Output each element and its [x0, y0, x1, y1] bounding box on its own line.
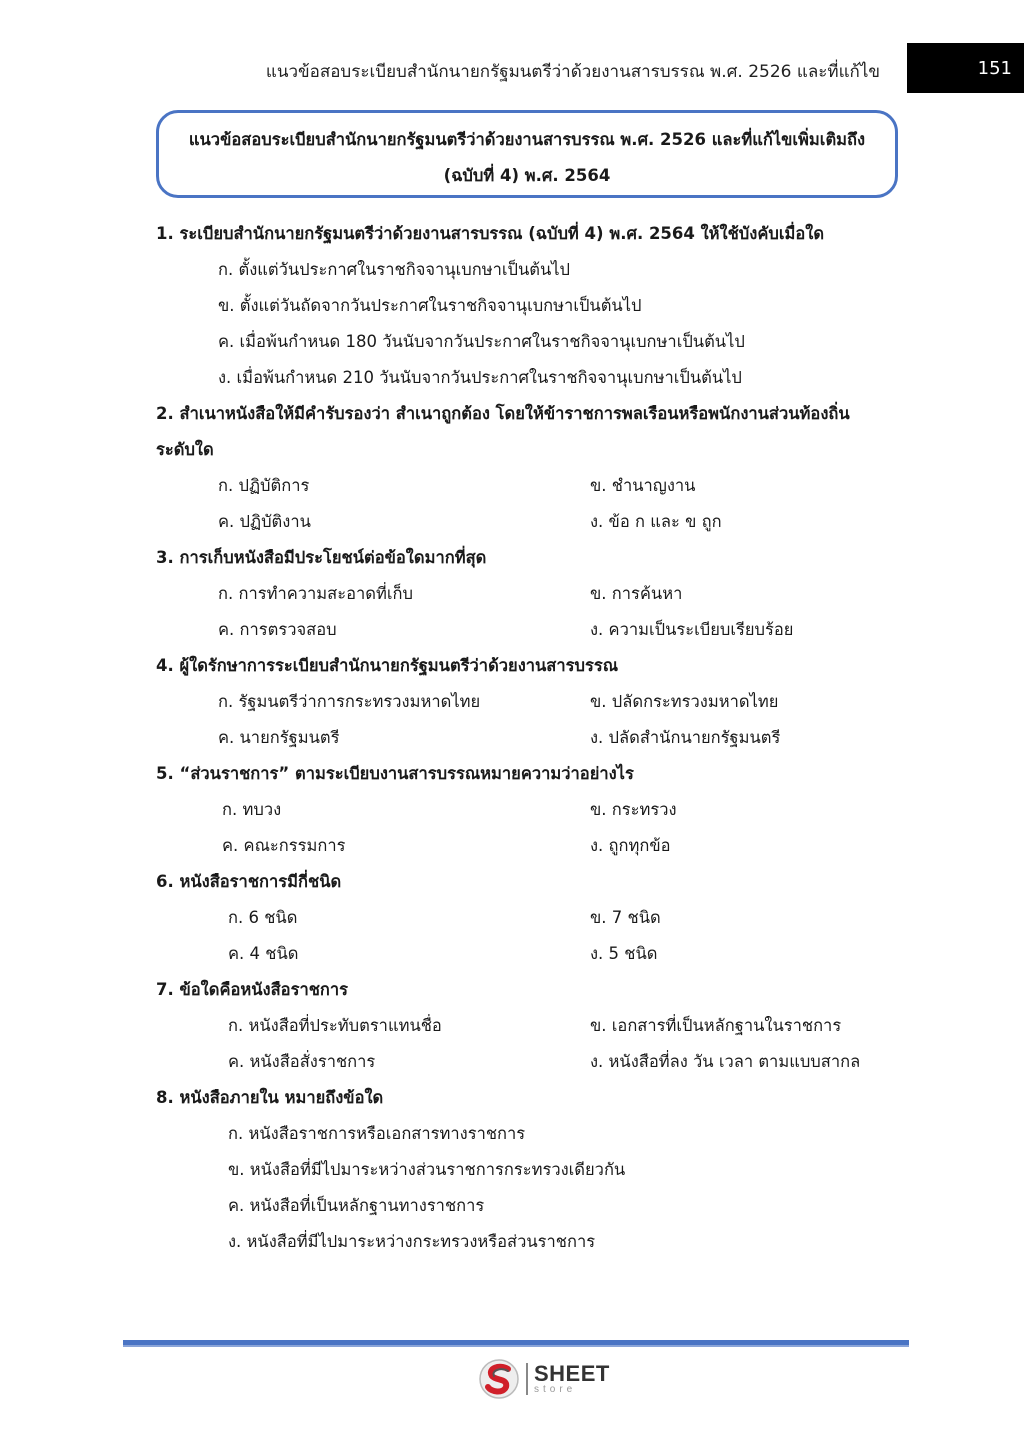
logo-subword: store [534, 1384, 577, 1395]
q5-option-d: ง. ถูกทุกข้อ [590, 836, 671, 855]
q2-option-c: ค. ปฏิบัติงาน [218, 512, 311, 531]
q2-option-a: ก. ปฏิบัติการ [218, 476, 310, 495]
q4-option-a: ก. รัฐมนตรีว่าการกระทรวงมหาดไทย [218, 692, 481, 711]
q2-option-d: ง. ข้อ ก และ ข ถูก [590, 512, 722, 531]
page-number: 151 [907, 43, 1024, 93]
question-2-line-1: 2. สำเนาหนังสือให้มีคำรับรองว่า สำเนาถูกต้อง โดยให้ข้าราชการพลเรือนหรือพนักงานส่วนท้องถิ่น [156, 404, 850, 423]
q1-option-c: ค. เมื่อพ้นกำหนด 180 วันนับจากวันประกาศในราชกิจจานุเบกษาเป็นต้นไป [218, 332, 745, 351]
q4-option-b: ข. ปลัดกระทรวงมหาดไทย [590, 692, 779, 711]
sheet-logo-icon [478, 1358, 520, 1400]
q1-option-b: ข. ตั้งแต่วันถัดจากวันประกาศในราชกิจจานุเบกษาเป็นต้นไป [218, 296, 642, 315]
q2-option-b: ข. ชำนาญงาน [590, 476, 696, 495]
q7-option-d: ง. หนังสือที่ลง วัน เวลา ตามแบบสากล [590, 1052, 861, 1071]
question-7: 7. ข้อใดคือหนังสือราชการ [156, 980, 349, 999]
q4-option-d: ง. ปลัดสำนักนายกรัฐมนตรี [590, 728, 781, 747]
q7-option-b: ข. เอกสารที่เป็นหลักฐานในราชการ [590, 1016, 842, 1035]
q6-option-b: ข. 7 ชนิด [590, 908, 661, 927]
question-3: 3. การเก็บหนังสือมีประโยชน์ต่อข้อใดมากที่สุด [156, 548, 487, 567]
q5-option-a: ก. ทบวง [222, 800, 282, 819]
question-8: 8. หนังสือภายใน หมายถึงข้อใด [156, 1088, 384, 1107]
logo-brand [526, 1363, 610, 1395]
q7-option-c: ค. หนังสือสั่งราชการ [228, 1052, 376, 1071]
q1-option-a: ก. ตั้งแต่วันประกาศในราชกิจจานุเบกษาเป็นต้นไป [218, 260, 571, 279]
question-2-line-2: ระดับใด [156, 440, 214, 459]
title-line-2: (ฉบับที่ 4) พ.ศ. 2564 [443, 166, 611, 185]
question-4: 4. ผู้ใดรักษาการระเบียบสำนักนายกรัฐมนตรีว่าด้วยงานสารบรรณ [156, 656, 619, 675]
q8-option-b: ข. หนังสือที่มีไปมาระหว่างส่วนราชการกระทรวงเดียวกัน [228, 1160, 626, 1179]
footer-rule-shadow [123, 1345, 909, 1347]
q3-option-a: ก. การทำความสะอาดที่เก็บ [218, 584, 413, 603]
logo-word: SHEET [534, 1361, 610, 1386]
question-6: 6. หนังสือราชการมีกี่ชนิด [156, 872, 342, 891]
q5-option-b: ข. กระทรวง [590, 800, 677, 819]
q8-option-c: ค. หนังสือที่เป็นหลักฐานทางราชการ [228, 1196, 485, 1215]
q4-option-c: ค. นายกรัฐมนตรี [218, 728, 340, 747]
question-5: 5. “ส่วนราชการ” ตามระเบียบงานสารบรรณหมายความว่าอย่างไร [156, 764, 634, 783]
q3-option-b: ข. การค้นหา [590, 584, 683, 603]
title-line-1: แนวข้อสอบระเบียบสำนักนายกรัฐมนตรีว่าด้วยงานสารบรรณ พ.ศ. 2526 และที่แก้ไขเพิ่มเติมถึง [188, 130, 866, 149]
q3-option-c: ค. การตรวจสอบ [218, 620, 337, 639]
sheet-store-logo [478, 1358, 610, 1400]
title-box [156, 110, 898, 198]
q7-option-a: ก. หนังสือที่ประทับตราแทนชื่อ [228, 1016, 442, 1035]
q6-option-d: ง. 5 ชนิด [590, 944, 658, 963]
question-1: 1. ระเบียบสำนักนายกรัฐมนตรีว่าด้วยงานสารบรรณ (ฉบับที่ 4) พ.ศ. 2564 ให้ใช้บังคับเมื่อใด [156, 224, 825, 243]
q1-option-d: ง. เมื่อพ้นกำหนด 210 วันนับจากวันประกาศในราชกิจจานุเบกษาเป็นต้นไป [218, 368, 742, 387]
q5-option-c: ค. คณะกรรมการ [222, 836, 346, 855]
q6-option-c: ค. 4 ชนิด [228, 944, 299, 963]
q8-option-d: ง. หนังสือที่มีไปมาระหว่างกระทรวงหรือส่วนราชการ [228, 1232, 596, 1251]
q8-option-a: ก. หนังสือราชการหรือเอกสารทางราชการ [228, 1124, 526, 1143]
running-header: แนวข้อสอบระเบียบสำนักนายกรัฐมนตรีว่าด้วยงานสารบรรณ พ.ศ. 2526 และที่แก้ไข [265, 62, 880, 82]
q6-option-a: ก. 6 ชนิด [228, 908, 298, 927]
q3-option-d: ง. ความเป็นระเบียบเรียบร้อย [590, 620, 794, 639]
